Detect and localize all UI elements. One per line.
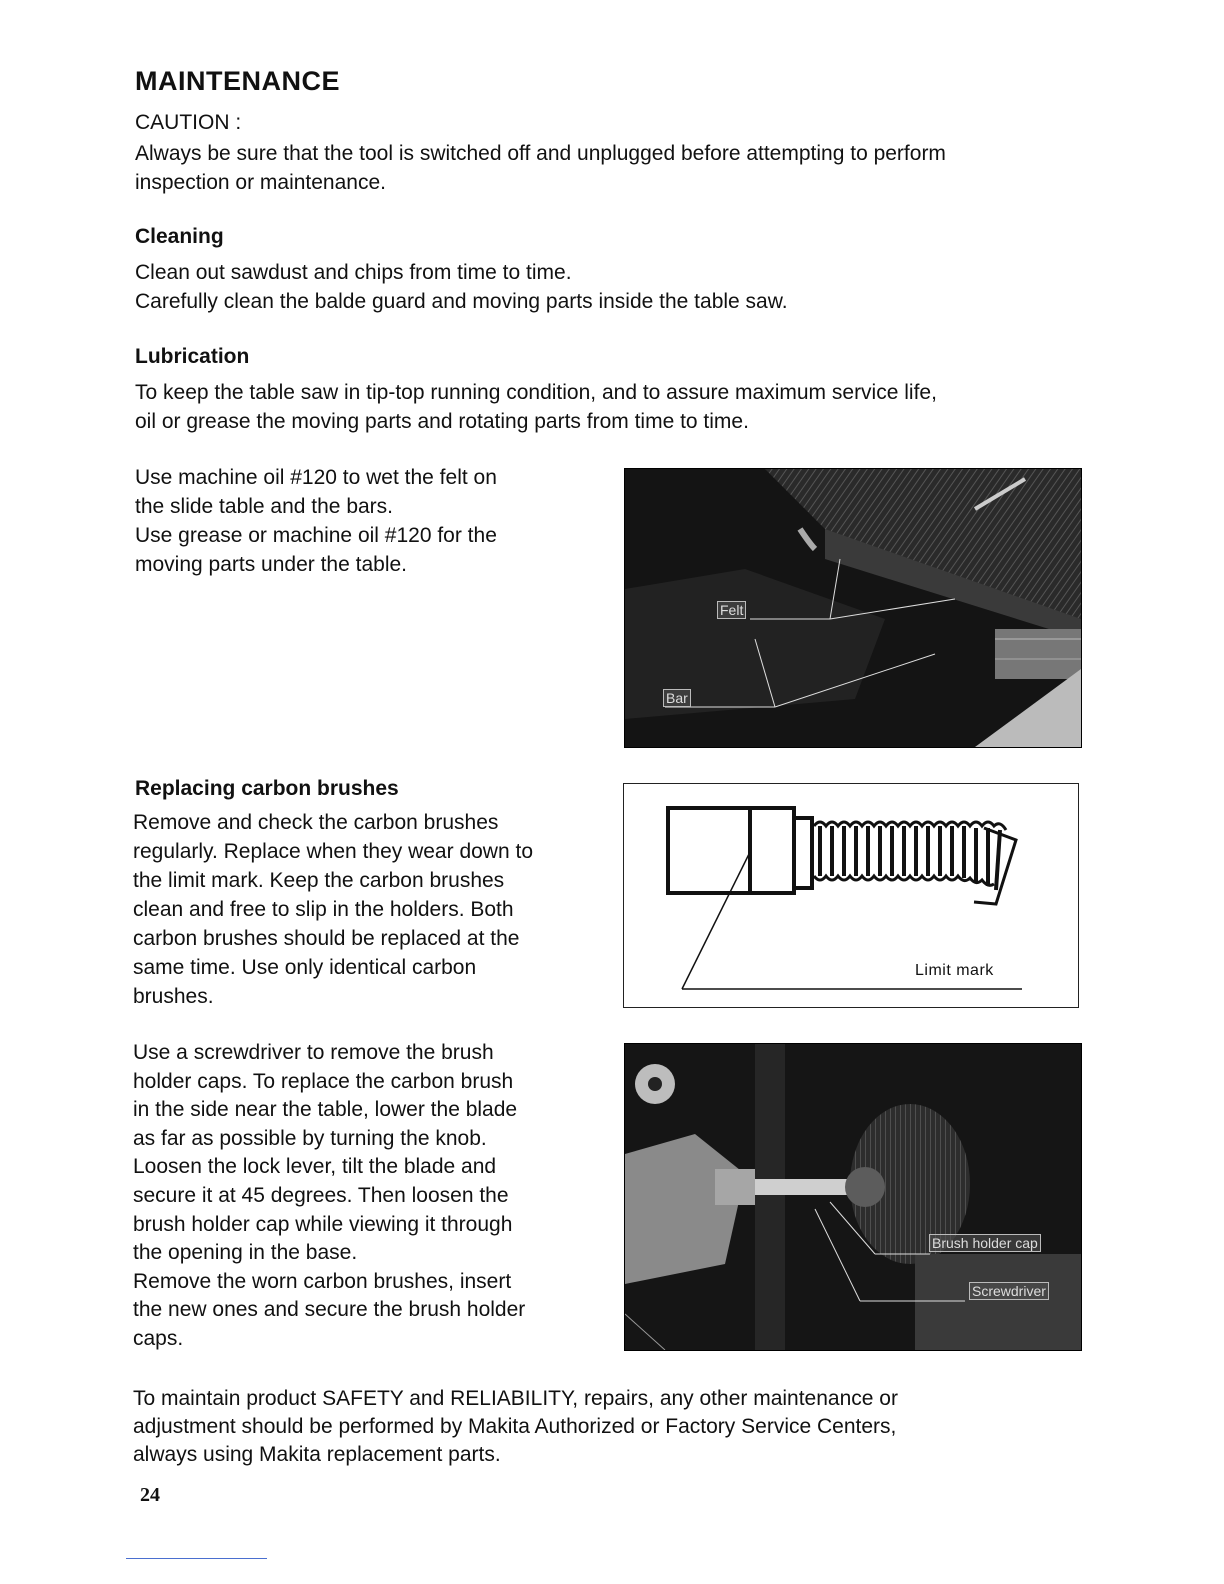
- lubrication-line: oil or grease the moving parts and rotating parts from time to time.: [135, 410, 749, 433]
- limit-mark-label: Limit mark: [915, 962, 994, 979]
- felt-label: Felt: [717, 601, 746, 619]
- cleaning-text: [135, 258, 1085, 316]
- carbon-line: same time. Use only identical carbon: [133, 956, 477, 979]
- screwdriver-line: Use a screwdriver to remove the brush: [133, 1041, 494, 1064]
- safety-line: adjustment should be performed by Makita Authorized or Factory Service Centers,: [133, 1415, 897, 1438]
- oil-line: Use grease or machine oil #120 for the: [135, 524, 497, 547]
- caution-label: CAUTION :: [135, 111, 242, 134]
- lubrication-photo-art: [625, 469, 1081, 747]
- screwdriver-line: in the side near the table, lower the blade: [133, 1098, 518, 1122]
- screwdriver-line: the opening in the base.: [133, 1241, 358, 1265]
- bar-label: Bar: [663, 689, 691, 707]
- page-title: MAINTENANCE: [135, 66, 340, 96]
- oil-line: Use machine oil #120 to wet the felt on: [135, 466, 497, 489]
- carbon-brushes-text: [133, 808, 591, 1011]
- lubrication-text: [135, 378, 1085, 436]
- oil-line: the slide table and the bars.: [135, 495, 394, 518]
- carbon-line: the limit mark. Keep the carbon brushes: [133, 869, 505, 892]
- screwdriver-line: Remove the worn carbon brushes, insert: [133, 1269, 512, 1293]
- brush-holder-photo-art: [625, 1044, 1081, 1350]
- screwdriver-line: secure it at 45 degrees. Then loosen the: [133, 1183, 509, 1207]
- screwdriver-line: holder caps. To replace the carbon brush: [133, 1069, 514, 1093]
- carbon-brush-art: [624, 784, 1078, 1007]
- oil-line: moving parts under the table.: [135, 553, 407, 576]
- caution-line: inspection or maintenance.: [135, 171, 386, 194]
- cleaning-line: Clean out sawdust and chips from time to time.: [135, 261, 572, 284]
- safety-line: To maintain product SAFETY and RELIABILITY, repairs, any other maintenance or: [133, 1387, 898, 1410]
- lubrication-line: To keep the table saw in tip-top running condition, and to assure maximum service life,: [135, 381, 937, 404]
- carbon-line: brushes.: [133, 985, 214, 1008]
- screwdriver-text: [133, 1039, 591, 1354]
- screwdriver-line: the new ones and secure the brush holder: [133, 1298, 526, 1322]
- safety-line: always using Makita replacement parts.: [133, 1443, 501, 1466]
- caution-line: Always be sure that the tool is switched off and unplugged before attempting to perform: [135, 142, 946, 165]
- carbon-line: Remove and check the carbon brushes: [133, 811, 499, 834]
- caution-text: [135, 139, 1085, 197]
- screwdriver-label: Screwdriver: [969, 1282, 1049, 1300]
- oil-instructions: [135, 463, 593, 579]
- carbon-brushes-heading: Replacing carbon brushes: [135, 777, 399, 800]
- lubrication-photo: [624, 468, 1082, 748]
- carbon-line: carbon brushes should be replaced at the: [133, 927, 520, 950]
- screwdriver-line: Loosen the lock lever, tilt the blade and: [133, 1155, 497, 1179]
- carbon-brush-diagram: [623, 783, 1079, 1008]
- carbon-line: clean and free to slip in the holders. Both: [133, 898, 514, 921]
- divider: [126, 1558, 267, 1559]
- screwdriver-line: caps.: [133, 1326, 184, 1350]
- lubrication-heading: Lubrication: [135, 345, 250, 368]
- page-number: 24: [140, 1484, 160, 1506]
- brush-holder-cap-label: Brush holder cap: [929, 1234, 1041, 1252]
- brush-holder-photo: [624, 1043, 1082, 1351]
- cleaning-heading: Cleaning: [135, 225, 224, 248]
- safety-text: [133, 1385, 1083, 1469]
- screwdriver-line: as far as possible by turning the knob.: [133, 1126, 487, 1150]
- carbon-line: regularly. Replace when they wear down to: [133, 840, 533, 863]
- screwdriver-line: brush holder cap while viewing it through: [133, 1212, 513, 1236]
- cleaning-line: Carefully clean the balde guard and moving parts inside the table saw.: [135, 290, 788, 313]
